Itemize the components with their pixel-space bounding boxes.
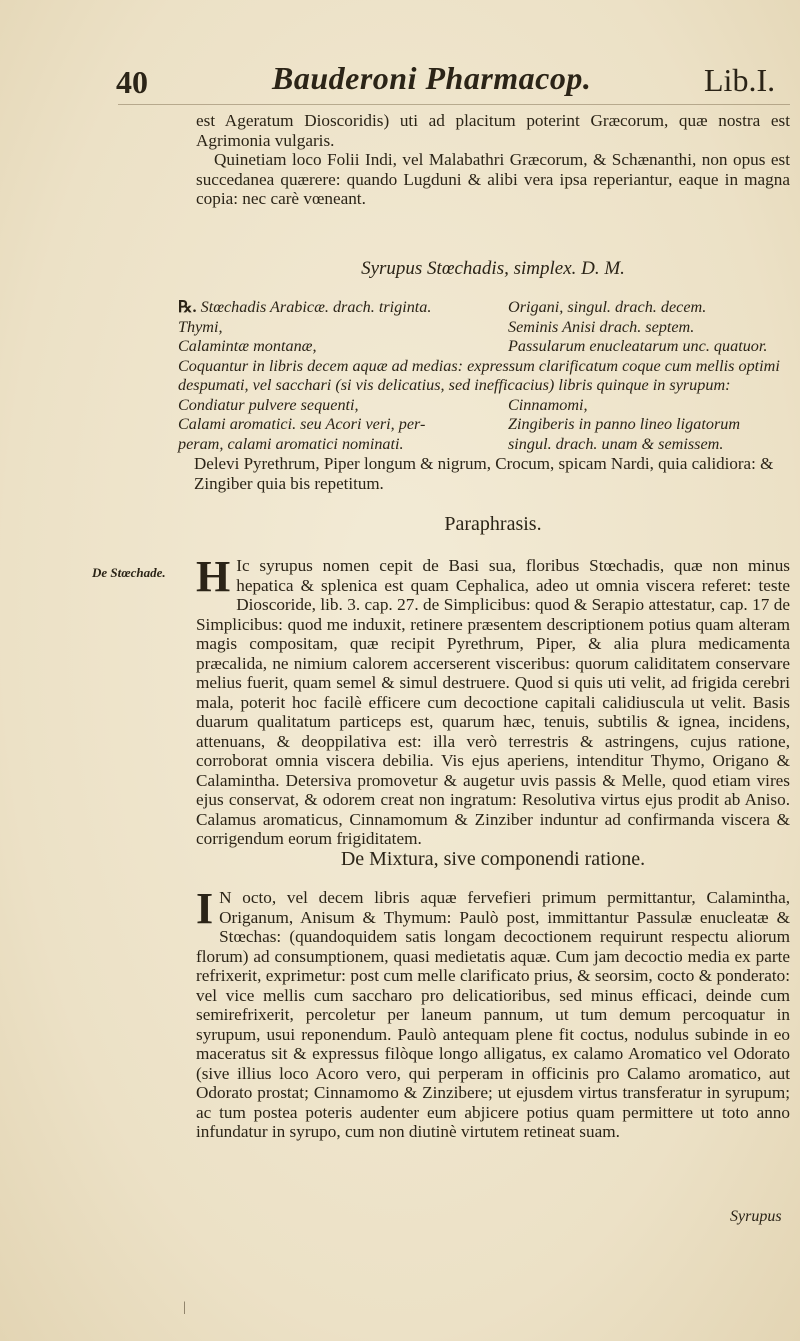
page-mark: |	[183, 1300, 186, 1315]
mixtura-paragraph: N octo, vel decem libris aquæ fervefieri primum permittantur, Calamintha, Origanum, Anisum & Thymum: Paulò post, immittantur Passulæ enucleatæ & Stœchas: (quandoquidem satis longam decoctionem requirunt respectu aliorum florum) ad consumptionem, quasi medietatis aquæ. Cum jam decoctio media ex parte refrixerit, exprimetur: post cum melle clarificato prius, & seorsim, cocto & ponderato: vel vice mellis cum saccharo pro delicatioribus, sed minus efficaci, deinde cum semirefrixerit, percoletur per laneum pannum, ut tum demum percoquatur in syrupum, usui reponendum. Paulò antequam plene fit coctus, nodulus subinde in eo maceratus sit & expressus filòque longo alligatus, ex calamo Aromatico vel Odorato (sive illius loco Acoro vero, qui perperam in officinis pro Calamo aromatico, aut Odorato prostat; Cinnamomo & Zinzibere; ut ejusdem virtus transferatur in syrupum; ac tum postea poteris audenter eum abjicere potius quam permittere ut toto anno infundatur in syrupo, cum non diutinè virtutem retineat suam.	[196, 888, 790, 1141]
recipe-instruction: Condiatur pulvere sequenti,	[178, 395, 359, 414]
paraphrasis-text	[196, 552, 790, 849]
mixtura-title: De Mixtura, sive componendi ratione.	[340, 848, 646, 870]
recipe-row	[178, 415, 790, 435]
running-title: Bauderoni Pharmacop.	[272, 60, 592, 96]
ingredient: Calami aromatici. seu Acori veri, per-	[178, 415, 426, 433]
ingredient: peram, calami aromatici nominati.	[178, 434, 404, 453]
recipe-row	[178, 435, 790, 455]
ingredient: Calamintæ montanæ,	[178, 337, 317, 355]
recipe-row	[178, 318, 790, 338]
page-number: 40	[116, 64, 148, 100]
recipe-row	[178, 337, 790, 357]
ingredient: Thymi,	[178, 317, 223, 336]
dropcap: I	[196, 884, 214, 933]
intro-text	[196, 111, 790, 209]
intro-paragraph-1: est Ageratum Dioscoridis) uti ad placitum poterint Græcorum, quæ nostra est Agrimonia vulgaris.	[196, 111, 790, 150]
recipe-note: Delevi Pyrethrum, Piper longum & nigrum, Crocum, spicam Nardi, quia calidiora: & Zingiber quia bis repetitum.	[194, 454, 774, 493]
recipe-symbol: ℞.	[178, 298, 197, 316]
paraphrasis-title: Paraphrasis.	[444, 513, 542, 535]
ingredient: singul. drach. unam & semissem.	[508, 434, 724, 453]
margin-note: De Stœchade.	[92, 565, 166, 580]
catchword: Syrupus	[730, 1208, 782, 1225]
ingredient: Stœchadis Arabicæ. drach. triginta.	[200, 298, 432, 316]
ingredient: Zingiberis in panno lineo ligatorum	[508, 415, 741, 433]
recipe-block	[178, 298, 790, 493]
recipe-row	[178, 396, 790, 416]
book-label: Lib.I.	[704, 62, 776, 98]
paraphrasis-paragraph: Ic syrupus nomen cepit de Basi sua, floribus Stœchadis, quæ non minus hepatica & splenica est quam Cephalica, adeo ut omnia viscera referet: teste Dioscoride, lib. 3. cap. 27. de Simplicibus: quod & Serapio attestatur, cap. 17 de Simplicibus: quod me induxit, retinere præsentem descriptionem potius quam alteram magis compositam, quæ recipit Pyrethrum, Piper, & alia plura medicamenta præcalida, ne nimium calorem accerserent visceribus: quorum caliditatem conservare melius fuerit, quam semel & simul destruere. Quod si quis uti velit, ad frigida cerebri mala, poterit hoc facilè efficere cum decoctione capitali calidiuscula ut velit. Basis duarum qualitatum particeps est, quarum hæc, tenuis, subtilis & ignea, incidens, attenuans, & deoppilativa est: illa verò terrestris & astringens, cujus ratione, corroborat omnia viscera debilia. Vis ejus aperiens, intenditur Thymo, Origano & Calamintha. Detersiva promovetur & augetur uvis passis & Melle, quod etiam vires ejus conservat, & odorem creat non ingratum: Resolutiva virtus ejus prodit ab Aniso. Calamus aromaticus, Cinnamomum & Zinziber induntur ad confirmanda viscera & corrigendum eorum frigiditatem.	[196, 556, 790, 848]
ingredient: Passularum enucleatarum unc. quatuor.	[508, 337, 768, 355]
page-header	[0, 58, 800, 108]
ingredient: Seminis Anisi drach. septem.	[508, 317, 695, 336]
recipe-title: Syrupus Stœchadis, simplex. D. M.	[361, 258, 625, 279]
intro-paragraph-2: Quinetiam loco Folii Indi, vel Malabathri Græcorum, & Schænanthi, non opus est succedanea quærere: quando Lugduni & alibi vera ipsa reperiantur, eaque in magna copia: nec carè vœneant.	[196, 150, 790, 208]
recipe-instruction: Coquantur in libris decem aquæ ad medias: expressum clarificatum coque cum mellis optimi despumati, vel sacchari (si vis delicatius, sed inefficacius) libris quinque in syrupum:	[178, 356, 780, 394]
mixtura-text	[196, 884, 790, 1142]
ingredient: Cinnamomi,	[508, 395, 588, 414]
header-rule	[118, 104, 790, 105]
dropcap: H	[196, 552, 231, 601]
ingredient: Origani, singul. drach. decem.	[508, 298, 707, 316]
recipe-row	[178, 298, 790, 318]
